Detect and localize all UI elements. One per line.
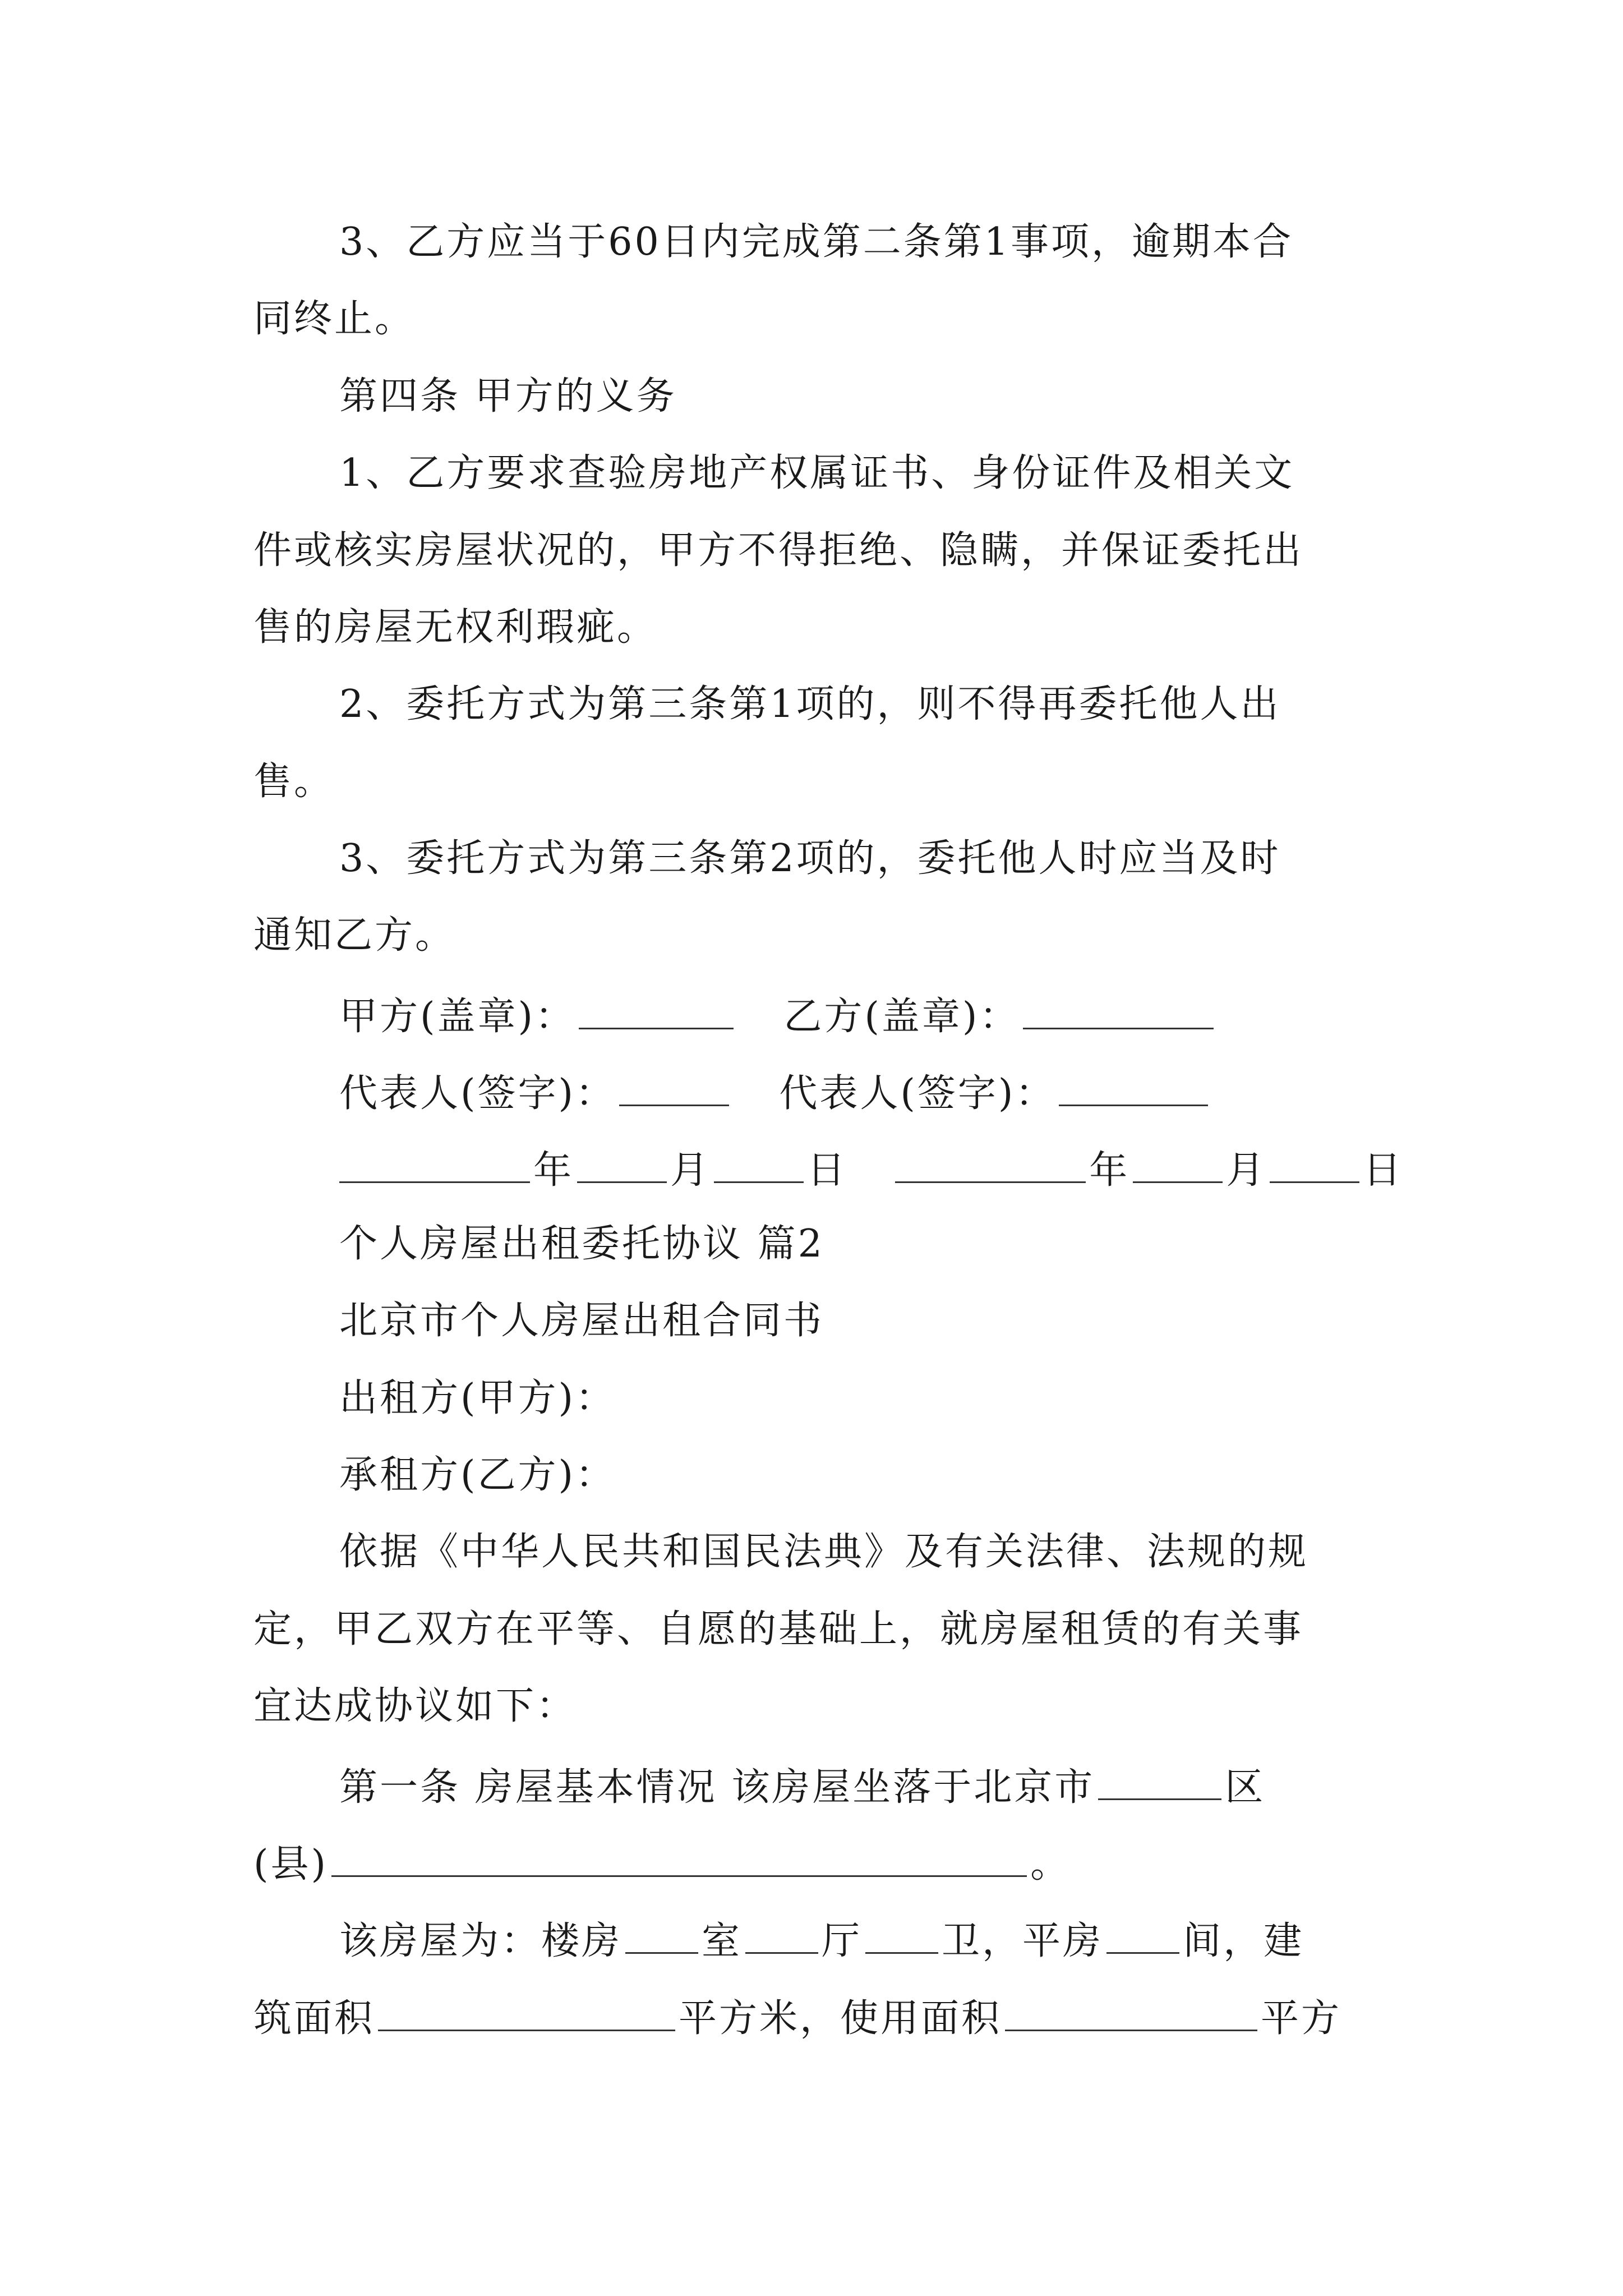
address-line [339, 1765, 1266, 1810]
date-line [339, 1148, 1404, 1193]
party-b-rep-blank [1059, 1071, 1208, 1106]
text-line: 件或核实房屋状况的，甲方不得拒绝、隐瞒，并保证委托出 [253, 528, 1304, 573]
section-heading: 第四条 甲方的义务 [339, 374, 677, 418]
building-area-label: 筑面积 [253, 1996, 375, 2041]
address-blank [331, 1842, 1027, 1877]
month-label: 月 [670, 1148, 711, 1193]
party-a-rep-blank [619, 1071, 729, 1106]
text-line: 售。 [253, 760, 335, 804]
unit-label: 平方 [1261, 1996, 1342, 2041]
building-label: 该房屋为：楼房 [339, 1919, 623, 1963]
period: 。 [1030, 1842, 1071, 1887]
party-b-seal-label: 乙方(盖章)： [783, 995, 1020, 1039]
text-line: 通知乙方。 [253, 913, 456, 958]
bungalow-label: 间，建 [1183, 1919, 1304, 1963]
building-area-blank [378, 1996, 675, 2031]
year-blank [895, 1148, 1086, 1183]
day-blank [1270, 1148, 1359, 1183]
hall-label: 厅 [822, 1919, 863, 1963]
lessee-line: 承租方(乙方)： [339, 1453, 616, 1497]
text-line: 1、乙方要求查验房地产权属证书、身份证件及相关文 [339, 451, 1295, 495]
area-line [253, 1996, 1342, 2041]
text-line: 宜达成协议如下： [253, 1684, 577, 1728]
text-line: 3、委托方式为第三条第2项的，委托他人时应当及时 [339, 836, 1281, 881]
contract-title: 北京市个人房屋出租合同书 [339, 1299, 824, 1343]
text-line: 依据《中华人民共和国民法典》及有关法律、法规的规 [339, 1530, 1309, 1574]
room-blank [625, 1918, 698, 1954]
month-blank [1133, 1148, 1223, 1183]
day-label: 日 [807, 1148, 848, 1193]
district-blank [1098, 1765, 1221, 1800]
lessor-line: 出租方(甲方)： [339, 1376, 616, 1420]
bath-label: 卫，平房 [942, 1919, 1104, 1963]
bath-blank [865, 1918, 938, 1954]
room-label: 室 [702, 1919, 743, 1963]
usable-area-label: 平方米，使用面积 [679, 1996, 1002, 2041]
district-label: 区 [1225, 1765, 1266, 1810]
day-blank [714, 1148, 804, 1183]
signature-line-seal [339, 994, 1217, 1039]
party-a-rep-label: 代表人(签字)： [339, 1071, 616, 1116]
article-title: 个人房屋出租委托协议 篇2 [339, 1222, 824, 1266]
month-blank [577, 1148, 667, 1183]
county-label: (县) [253, 1842, 329, 1887]
bungalow-blank [1106, 1918, 1179, 1954]
text-line: 3、乙方应当于60日内完成第二条第1事项，逾期本合 [339, 220, 1294, 264]
room-line [339, 1918, 1304, 1961]
month-label: 月 [1226, 1148, 1267, 1193]
party-a-seal-label: 甲方(盖章)： [339, 995, 576, 1039]
party-a-seal-blank [579, 994, 734, 1029]
address-label: 第一条 房屋基本情况 该房屋坐落于北京市 [339, 1765, 1095, 1810]
usable-area-blank [1005, 1996, 1257, 2031]
text-line: 定，甲乙双方在平等、自愿的基础上，就房屋租赁的有关事 [253, 1607, 1304, 1651]
party-b-rep-label: 代表人(签字)： [779, 1071, 1056, 1116]
year-label: 年 [1089, 1148, 1130, 1193]
party-b-seal-blank [1023, 994, 1214, 1029]
day-label: 日 [1363, 1148, 1404, 1193]
text-line: 售的房屋无权利瑕疵。 [253, 605, 658, 650]
county-line [253, 1842, 1071, 1887]
hall-blank [745, 1918, 818, 1954]
signature-line-rep [339, 1071, 1211, 1116]
text-line: 2、委托方式为第三条第1项的，则不得再委托他人出 [339, 682, 1281, 726]
year-blank [339, 1148, 530, 1183]
year-label: 年 [533, 1148, 574, 1193]
text-line: 同终止。 [253, 297, 416, 341]
